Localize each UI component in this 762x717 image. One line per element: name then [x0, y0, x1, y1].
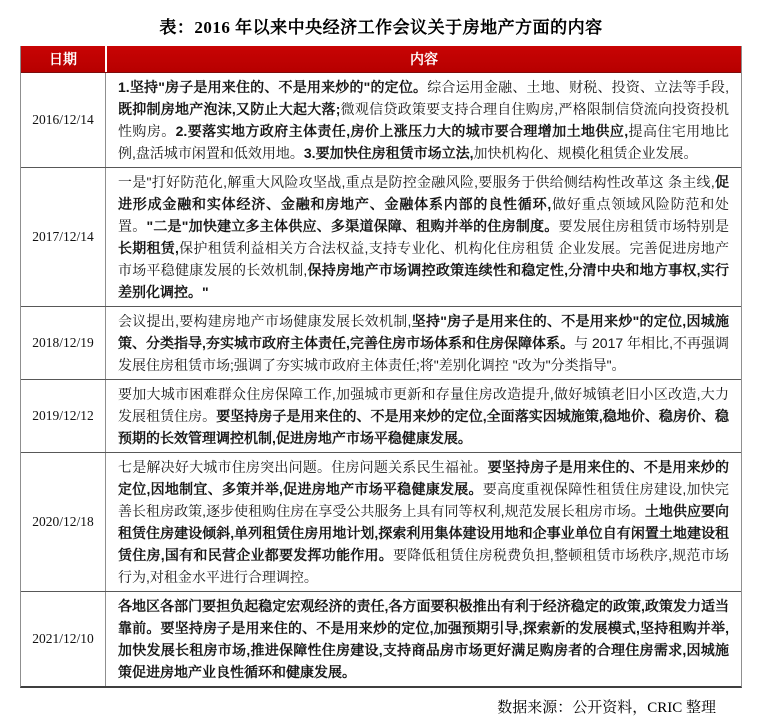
- table-row: [21, 73, 741, 167]
- emphasized-text-segment: 促进形成金融和实体经济、金融和房地产、金融体系内部的良性循环,: [118, 174, 730, 212]
- emphasized-text-segment: 要坚持房子是用来住的、不是用来炒的定位,因地制宜、多策并举,促进房地产市场平稳健康发展。: [118, 459, 730, 497]
- emphasized-text-segment: 保持房地产市场调控政策连续性和稳定性,分清中央和地方事权,实行差别化调控。": [118, 262, 730, 300]
- text-segment: 微观信贷政策要支持合理自住购房,严格限制信贷流向投资投机性购房。: [118, 101, 729, 139]
- content-cell: [106, 307, 741, 379]
- text-segment: 会议提出,要构建房地产市场健康发展长效机制,: [118, 313, 412, 329]
- text-segment: 要高度重视保障性租赁住房建设,加快完善长租房政策,逐步使租购住房在享受公共服务上具有同等权利,规范发展长租房市场。: [118, 481, 730, 519]
- content-cell: [106, 380, 741, 452]
- text-segment: 加快机构化、规模化租赁企业发展。: [473, 145, 698, 161]
- emphasized-text-segment: 坚持"房子是用来住的、不是用来炒"的定位,因城施策、分类指导,夯实城市政府主体责任,完善住房市场体系和住房保障体系。: [118, 313, 729, 351]
- emphasized-text-segment: 各地区各部门要担负起稳定宏观经济的责任,各方面要积极推出有利于经济稳定的政策,政策发力适当靠前。要坚持房子是用来住的、不是用来炒的定位,加强预期引导,探索新的发展模式,坚持租购并举,加快发展长租房市场,推进保障性住房建设,支持商品房市场更好满足购房者的合理住房需求,因城施策促进房地产业良性循环和健康发展。: [118, 598, 729, 680]
- text-segment: 七是解决好大城市住房突出问题。住房问题关系民生福祉。: [118, 459, 488, 475]
- table-title: 表：2016 年以来中央经济工作会议关于房地产方面的内容: [159, 18, 603, 37]
- table-body: [21, 73, 741, 686]
- content-cell: [106, 453, 741, 591]
- emphasized-text-segment: 长期租赁,: [118, 240, 179, 256]
- table-header-row: [21, 46, 741, 73]
- date-cell: 2018/12/19: [21, 307, 106, 379]
- text-segment: 综合运用金融、土地、财税、投资、立法等手段,: [427, 79, 729, 95]
- emphasized-text-segment: "二是"加快建立多主体供应、多渠道保障、租购并举的住房制度。: [146, 218, 559, 234]
- table-row: [21, 306, 741, 379]
- table-row: [21, 452, 741, 591]
- text-segment: 与 2017 年相比,不再强调发展住房租赁市场;强调了夯实城市政府主体责任;将"差别化调控 "改为"分类指导"。: [118, 335, 729, 373]
- text-segment: 要加大城市困难群众住房保障工作,加强城市更新和存量住房改造提升,做好城镇老旧小区改造,大力发展租赁住房。: [118, 386, 729, 424]
- table-row: [21, 379, 741, 452]
- data-source-note: 数据来源：公开资料，CRIC 整理: [497, 700, 716, 716]
- emphasized-text-segment: 既抑制房地产泡沫,又防止大起大落;: [118, 101, 341, 117]
- date-cell: 2016/12/14: [21, 73, 106, 167]
- emphasized-text-segment: 1.坚持"房子是用来住的、不是用来炒的"的定位。: [118, 79, 428, 95]
- content-cell: [106, 168, 741, 306]
- text-segment: 要发展住房租赁市场特别是: [558, 218, 730, 234]
- text-segment: 提高住宅用地比例,盘活城市闲置和低效用地。: [118, 123, 729, 161]
- date-cell: 2017/12/14: [21, 168, 106, 306]
- date-cell: 2019/12/12: [21, 380, 106, 452]
- content-cell: [106, 73, 741, 167]
- date-cell: 2020/12/18: [21, 453, 106, 591]
- text-segment: 要降低租赁住房税费负担,整顿租赁市场秩序,规范市场行为,对租金水平进行合理调控。: [118, 547, 730, 585]
- emphasized-text-segment: 2.要落实地方政府主体责任,房价上涨压力大的城市要合理增加土地供应,: [175, 123, 629, 139]
- table-row: [21, 167, 741, 306]
- header-cell-content: 内容: [410, 51, 438, 67]
- content-table: [20, 46, 742, 688]
- emphasized-text-segment: 要坚持房子是用来住的、不是用来炒的定位,全面落实因城施策,稳地价、稳房价、稳预期的长效管理调控机制,促进房地产市场平稳健康发展。: [118, 408, 730, 446]
- emphasized-text-segment: 3.要加快住房租赁市场立法,: [303, 145, 474, 161]
- text-segment: 做好重点领域风险防范和处置。: [118, 196, 730, 234]
- content-cell: [106, 592, 741, 686]
- header-cell-date: 日期: [21, 46, 107, 72]
- text-segment: 保护租赁利益相关方合法权益,支持专业化、机构化住房租赁 企业发展。完善促进房地产市场平稳健康发展的长效机制,: [118, 240, 729, 278]
- text-segment: 一是"打好防范化,解重大风险攻坚战,重点是防控金融风险,要服务于供给侧结构性改革这 条主线,: [118, 174, 715, 190]
- table-row: [21, 591, 741, 686]
- emphasized-text-segment: 土地供应要向租赁住房建设倾斜,单列租赁住房用地计划,探索利用集体建设用地和企事业单位自有闲置土地建设租赁住房,国有和民营企业都要发挥功能作用。: [118, 503, 729, 563]
- date-cell: 2021/12/10: [21, 592, 106, 686]
